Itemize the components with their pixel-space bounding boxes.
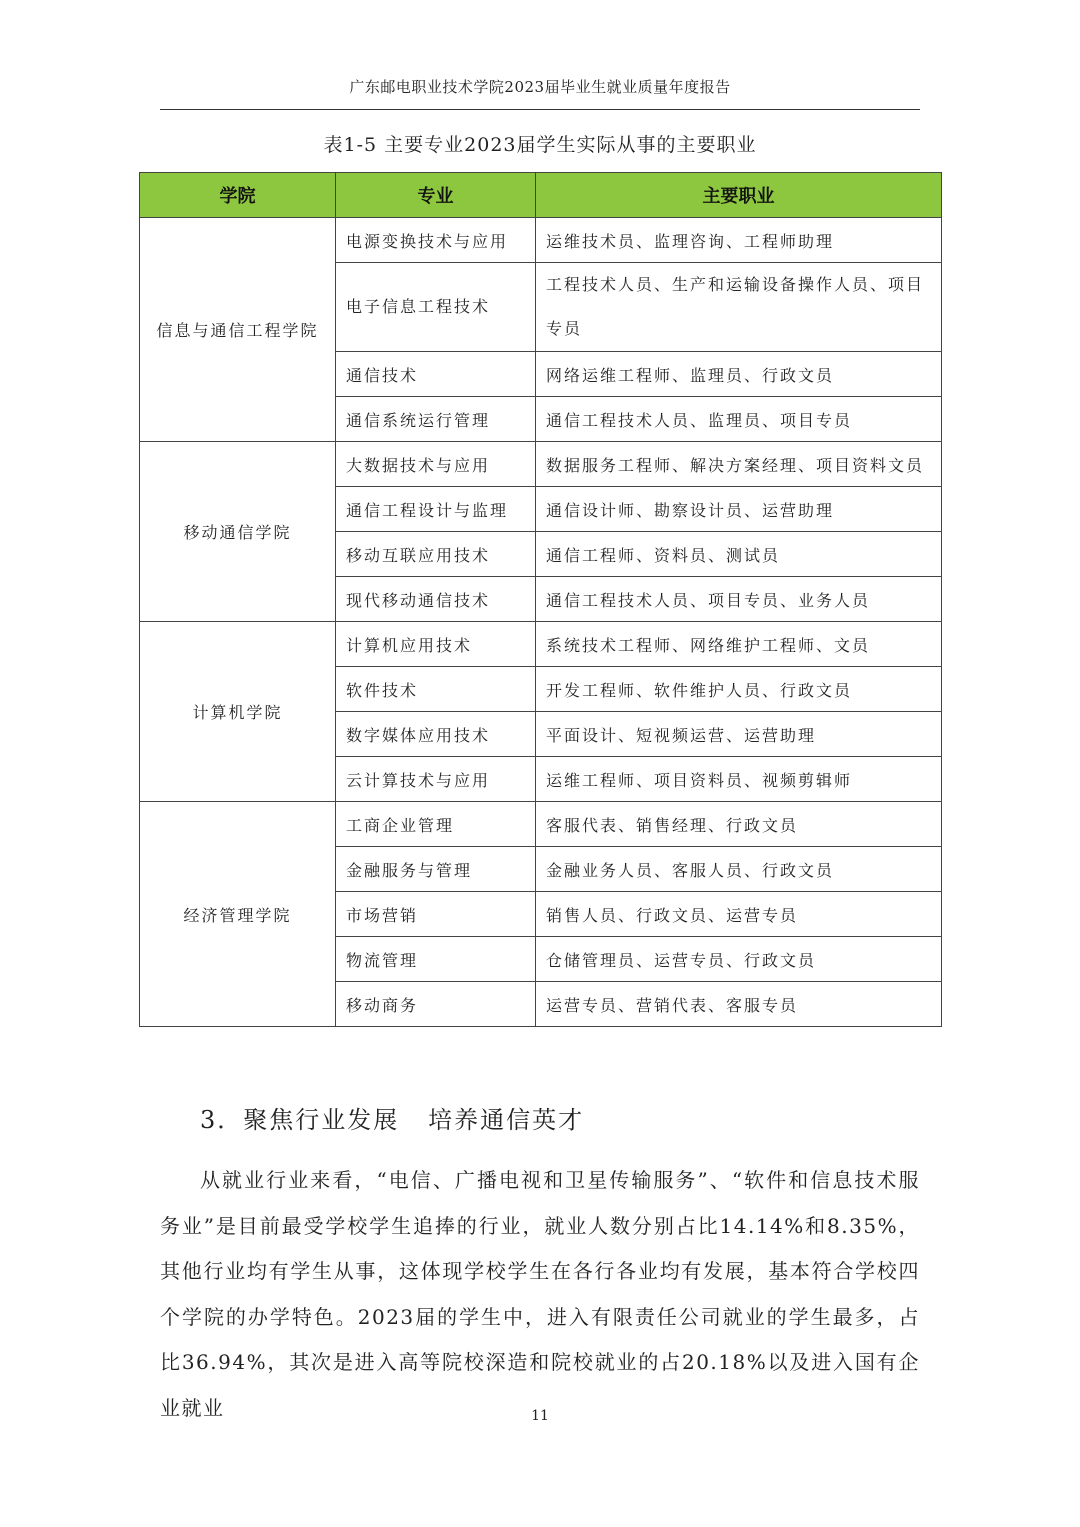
header-major: 专业 (336, 173, 536, 218)
occupation-cell: 通信设计师、勘察设计员、运营助理 (536, 487, 942, 532)
major-cell: 大数据技术与应用 (336, 442, 536, 487)
occupation-cell: 网络运维工程师、监理员、行政文员 (536, 352, 942, 397)
section-heading: 3．聚焦行业发展 培养通信英才 (200, 1106, 585, 1134)
major-cell: 移动互联应用技术 (336, 532, 536, 577)
occupation-cell: 仓储管理员、运营专员、行政文员 (536, 937, 942, 982)
occupation-cell: 金融业务人员、客服人员、行政文员 (536, 847, 942, 892)
major-cell: 工商企业管理 (336, 802, 536, 847)
occupation-cell: 通信工程技术人员、监理员、项目专员 (536, 397, 942, 442)
occupation-cell: 运维工程师、项目资料员、视频剪辑师 (536, 757, 942, 802)
college-cell: 信息与通信工程学院 (140, 218, 336, 442)
table-row (140, 622, 942, 667)
table-row (140, 442, 942, 487)
table-header-row (140, 173, 942, 218)
table-caption: 表1-5 主要专业2023届学生实际从事的主要职业 (323, 134, 757, 156)
college-cell: 计算机学院 (140, 622, 336, 802)
major-cell: 金融服务与管理 (336, 847, 536, 892)
occupation-cell: 系统技术工程师、网络维护工程师、文员 (536, 622, 942, 667)
occupation-cell: 运营专员、营销代表、客服专员 (536, 982, 942, 1027)
table-row (140, 218, 942, 263)
college-cell: 经济管理学院 (140, 802, 336, 1027)
occupation-table (139, 172, 942, 1027)
report-header: 广东邮电职业技术学院2023届毕业生就业质量年度报告 (349, 78, 731, 96)
major-cell: 通信系统运行管理 (336, 397, 536, 442)
occupation-cell: 工程技术人员、生产和运输设备操作人员、项目专员 (536, 263, 942, 352)
page-number: 11 (531, 1408, 549, 1424)
major-cell: 电源变换技术与应用 (336, 218, 536, 263)
major-cell: 软件技术 (336, 667, 536, 712)
header-college: 学院 (140, 173, 336, 218)
header-divider (160, 109, 920, 110)
major-cell: 现代移动通信技术 (336, 577, 536, 622)
occupation-cell: 客服代表、销售经理、行政文员 (536, 802, 942, 847)
major-cell: 移动商务 (336, 982, 536, 1027)
occupation-cell: 开发工程师、软件维护人员、行政文员 (536, 667, 942, 712)
body-paragraph: 从就业行业来看，“电信、广播电视和卫星传输服务”、“软件和信息技术服务业”是目前最受学校学生追捧的行业，就业人数分别占比14.14%和8.35%，其他行业均有学生从事，这体现学校学生在各行各业均有发展，基本符合学校四个学院的办学特色。2023届的学生中，进入有限责任公司就业的学生最多，占比36.94%，其次是进入高等院校深造和院校就业的占20.18%以及进入国有企业就业 (160, 1168, 920, 1420)
table-body (140, 218, 942, 1027)
major-cell: 数字媒体应用技术 (336, 712, 536, 757)
college-cell: 移动通信学院 (140, 442, 336, 622)
header-occupation: 主要职业 (536, 173, 942, 218)
major-cell: 电子信息工程技术 (336, 263, 536, 352)
major-cell: 云计算技术与应用 (336, 757, 536, 802)
major-cell: 通信工程设计与监理 (336, 487, 536, 532)
major-cell: 计算机应用技术 (336, 622, 536, 667)
occupation-cell: 运维技术员、监理咨询、工程师助理 (536, 218, 942, 263)
major-cell: 物流管理 (336, 937, 536, 982)
occupation-cell: 通信工程技术人员、项目专员、业务人员 (536, 577, 942, 622)
table-row (140, 802, 942, 847)
major-cell: 市场营销 (336, 892, 536, 937)
occupation-cell: 平面设计、短视频运营、运营助理 (536, 712, 942, 757)
occupation-cell: 销售人员、行政文员、运营专员 (536, 892, 942, 937)
occupation-cell: 数据服务工程师、解决方案经理、项目资料文员 (536, 442, 942, 487)
occupation-cell: 通信工程师、资料员、测试员 (536, 532, 942, 577)
major-cell: 通信技术 (336, 352, 536, 397)
